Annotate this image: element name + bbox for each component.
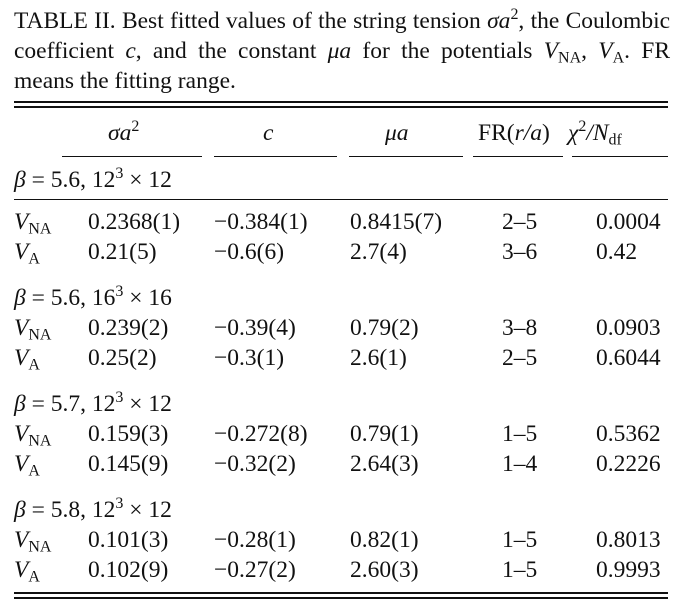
potential-label: $V_A$ (14, 451, 40, 480)
header-chi: $\chi^2/N_{df}$ (568, 118, 622, 149)
chi-value: 0.8013 (596, 527, 661, 553)
sigma-value: 0.239(2) (88, 315, 169, 341)
header-rule (349, 156, 463, 157)
table-caption (14, 6, 670, 96)
caption-label: TABLE II. (14, 8, 116, 34)
sigma-value: 0.101(3) (88, 527, 169, 553)
c-value: −0.272(8) (214, 421, 308, 447)
top-rule (14, 106, 668, 108)
group-header: β = 5.6, $12^3 \times 12$ (14, 165, 172, 193)
potential-label: $V_A$ (14, 239, 40, 268)
c-value: −0.39(4) (214, 315, 296, 341)
mua-value: 2.7(4) (350, 239, 407, 265)
chi-value: 0.0004 (596, 209, 661, 235)
mua-value: 0.82(1) (350, 527, 419, 553)
header-sigma: $\sigma a^2$ (108, 118, 140, 146)
sigma-exponent: 2 (510, 6, 519, 24)
chi-value: 0.42 (596, 239, 638, 265)
sigma-symbol: σa (487, 8, 511, 34)
mua-value: 0.79(1) (350, 421, 419, 447)
potential-label: $V_{NA}$ (14, 209, 52, 238)
c-value: −0.32(2) (214, 451, 296, 477)
caption-text: Best fitted values of the string tension (121, 8, 481, 34)
fr-value: 1–5 (502, 527, 538, 553)
header-rule (473, 156, 563, 157)
v-symbol: V (598, 38, 613, 64)
header-fr: FR(r/a) (478, 120, 550, 146)
v-subscript: A (612, 49, 625, 67)
sigma-value: 0.25(2) (88, 345, 157, 371)
potential-label: $V_{NA}$ (14, 421, 52, 450)
header-rule (62, 156, 202, 157)
mua-value: 0.79(2) (350, 315, 419, 341)
sigma-value: 0.145(9) (88, 451, 169, 477)
header-rule (214, 156, 337, 157)
c-value: −0.27(2) (214, 557, 296, 583)
potential-label: $V_{NA}$ (14, 315, 52, 344)
fr-value: 3–6 (502, 239, 538, 265)
header-c: c (263, 120, 274, 146)
top-rule (14, 101, 668, 103)
sigma-value: 0.21(5) (88, 239, 157, 265)
potential-label: $V_{NA}$ (14, 527, 52, 556)
potential-label: $V_A$ (14, 345, 40, 374)
caption-text: for the potentials (362, 38, 533, 64)
caption-text: . FR means the fitting range. (14, 38, 671, 94)
c-symbol: c (125, 38, 136, 64)
caption-text: , and the constant (135, 38, 317, 64)
mua-value: 0.8415(7) (350, 209, 443, 235)
fr-value: 3–8 (502, 315, 538, 341)
sigma-value: 0.102(9) (88, 557, 169, 583)
c-value: −0.28(1) (214, 527, 296, 553)
mua-value: 2.60(3) (350, 557, 419, 583)
fr-value: 1–5 (502, 421, 538, 447)
bottom-rule (14, 592, 668, 594)
fr-value: 1–5 (502, 557, 538, 583)
chi-value: 0.2226 (596, 451, 661, 477)
chi-value: 0.9993 (596, 557, 661, 583)
fr-value: 2–5 (502, 345, 538, 371)
group-rule (14, 199, 668, 200)
mua-symbol: μa (327, 38, 352, 64)
chi-value: 0.6044 (596, 345, 661, 371)
mua-value: 2.6(1) (350, 345, 407, 371)
v-subscript: NA (558, 49, 582, 67)
chi-value: 0.0903 (596, 315, 661, 341)
sigma-value: 0.159(3) (88, 421, 169, 447)
caption-separator: , (581, 38, 587, 64)
header-rule (572, 156, 668, 157)
c-value: −0.3(1) (214, 345, 285, 371)
group-header: β = 5.8, $12^3 \times 12$ (14, 495, 172, 523)
mua-value: 2.64(3) (350, 451, 419, 477)
caption-text: , the Coulombic coefficient (14, 8, 671, 64)
fr-value: 1–4 (502, 451, 538, 477)
c-value: −0.384(1) (214, 209, 308, 235)
potential-label: $V_A$ (14, 557, 40, 586)
fr-value: 2–5 (502, 209, 538, 235)
bottom-rule (14, 597, 668, 599)
c-value: −0.6(6) (214, 239, 285, 265)
header-mua: μa (385, 120, 409, 146)
group-header: β = 5.7, $12^3 \times 12$ (14, 389, 172, 417)
sigma-value: 0.2368(1) (88, 209, 181, 235)
group-header: β = 5.6, $16^3 \times 16$ (14, 283, 172, 311)
chi-value: 0.5362 (596, 421, 661, 447)
v-symbol: V (543, 38, 559, 64)
